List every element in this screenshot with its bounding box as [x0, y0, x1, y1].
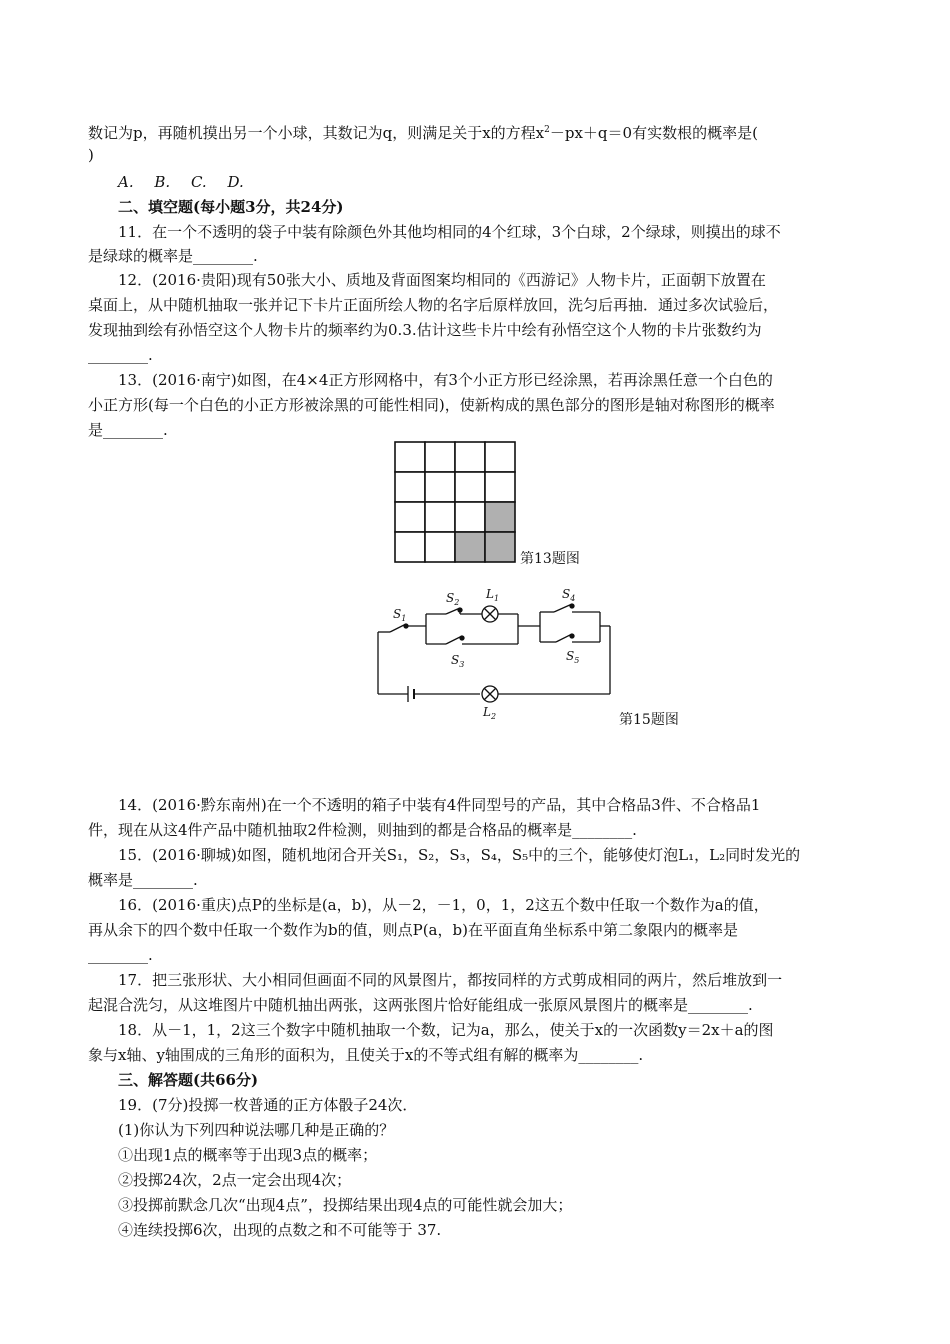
q17-line2: 起混合洗匀，从这堆图片中随机抽出两张，这两张图片恰好能组成一张原风景图片的概率是________.	[88, 996, 753, 1014]
label-l1: $L_1$	[486, 587, 500, 603]
grid-cell	[485, 472, 515, 502]
grid-cell	[455, 442, 485, 472]
q10-options	[118, 172, 260, 192]
q17-line1: 17．把三张形状、大小相同但画面不同的风景图片，都按同样的方式剪成相同的两片，然后堆放到一	[118, 971, 783, 989]
grid-cell	[395, 442, 425, 472]
grid-cell	[425, 442, 455, 472]
figure-15-caption: 第15题图	[619, 712, 679, 728]
q16-line1: 16．(2016·重庆)点P的坐标是(a，b)，从－2，－1，0，1，2这五个数中任取一个数作为a的值，	[118, 896, 769, 914]
grid-cell	[425, 532, 455, 562]
grid-cell	[395, 472, 425, 502]
grid-cell	[485, 442, 515, 472]
section-2-heading: 二、填空题(每小题3分，共24分)	[118, 198, 344, 216]
grid-cell	[455, 472, 485, 502]
section-3-heading: 三、解答题(共66分)	[118, 1071, 259, 1089]
option-d[interactable]: D.	[227, 173, 244, 191]
grid-cell	[395, 502, 425, 532]
q19-item-2: ②投掷24次，2点一定会出现4次；	[118, 1171, 352, 1189]
q14-line1: 14．(2016·黔东南州)在一个不透明的箱子中装有4件同型号的产品，其中合格品3件、不合格品1	[118, 796, 761, 814]
grid-cell	[395, 532, 425, 562]
q10-line2: )	[88, 146, 94, 164]
label-s1: $S_1$	[393, 607, 407, 623]
q18-line2: 象与x轴、y轴围成的三角形的面积为，且使关于x的不等式组有解的概率为________.	[88, 1046, 644, 1064]
q19-item-3: ③投掷前默念几次“出现4点”，投掷结果出现4点的可能性就会加大；	[118, 1196, 573, 1214]
q12-line4: ________.	[88, 346, 153, 364]
option-c[interactable]: C.	[190, 173, 207, 191]
q12-line2: 桌面上，从中随机抽取一张并记下卡片正面所绘人物的名字后原样放回，洗匀后再抽．通过多次试验后，	[88, 296, 779, 314]
grid-cell	[485, 502, 515, 532]
figure-13-grid	[393, 440, 517, 564]
q19-item-4: ④连续投掷6次，出现的点数之和不可能等于 37.	[118, 1221, 442, 1239]
option-a[interactable]: A.	[118, 173, 134, 191]
q19-item-1: ①出现1点的概率等于出现3点的概率；	[118, 1146, 378, 1164]
label-s3: $S_3$	[451, 653, 465, 669]
q12-line3: 发现抽到绘有孙悟空这个人物卡片的频率约为0.3.估计这些卡片中绘有孙悟空这个人物的卡片张数约为	[88, 321, 762, 339]
q15-line2: 概率是________.	[88, 871, 198, 889]
figure-15-circuit	[368, 586, 618, 726]
label-s2: $S_2$	[446, 591, 460, 607]
label-s5: $S_5$	[566, 649, 580, 665]
label-l2: $L_2$	[483, 705, 497, 721]
grid-cell	[425, 472, 455, 502]
q12-line1: 12．(2016·贵阳)现有50张大小、质地及背面图案均相同的《西游记》人物卡片，正面朝下放置在	[118, 271, 766, 289]
label-s4: $S_4$	[562, 587, 576, 603]
q11-line2: 是绿球的概率是________.	[88, 247, 258, 265]
grid-cell	[455, 502, 485, 532]
q19-line1: 19．(7分)投掷一枚普通的正方体骰子24次．	[118, 1096, 418, 1114]
q15-line1: 15．(2016·聊城)如图，随机地闭合开关S₁，S₂，S₃，S₄，S₅中的三个，能够使灯泡L₁，L₂同时发光的	[118, 846, 801, 864]
grid-cell	[425, 502, 455, 532]
q13-line2: 小正方形(每一个白色的小正方形被涂黑的可能性相同)，使新构成的黑色部分的图形是轴对称图形的概率	[88, 396, 775, 414]
q14-line2: 件，现在从这4件产品中随机抽取2件检测，则抽到的都是合格品的概率是________.	[88, 821, 637, 839]
q19-line2: (1)你认为下列四种说法哪几种是正确的？	[118, 1121, 395, 1139]
q13-line3: 是________.	[88, 421, 168, 439]
q13-line1: 13．(2016·南宁)如图，在4×4正方形网格中，有3个小正方形已经涂黑，若再涂黑任意一个白色的	[118, 371, 773, 389]
grid-cell	[455, 532, 485, 562]
q16-line3: ________.	[88, 946, 153, 964]
option-b[interactable]: B.	[154, 173, 171, 191]
q16-line2: 再从余下的四个数中任取一个数作为b的值，则点P(a，b)在平面直角坐标系中第二象限内的概率是	[88, 921, 738, 939]
q10-line1: 数记为p，再随机摸出另一个小球，其数记为q，则满足关于x的方程$x^2-px+q=0$有实数根的概率是(	[88, 124, 758, 142]
figure-13-caption: 第13题图	[520, 551, 580, 567]
q18-line1: 18．从－1，1，2这三个数字中随机抽取一个数，记为a，那么，使关于x的一次函数y＝2x＋a的图	[118, 1021, 774, 1039]
grid-cell	[485, 532, 515, 562]
q11-line1: 11．在一个不透明的袋子中装有除颜色外其他均相同的4个红球，3个白球，2个绿球，则摸出的球不	[118, 223, 781, 241]
